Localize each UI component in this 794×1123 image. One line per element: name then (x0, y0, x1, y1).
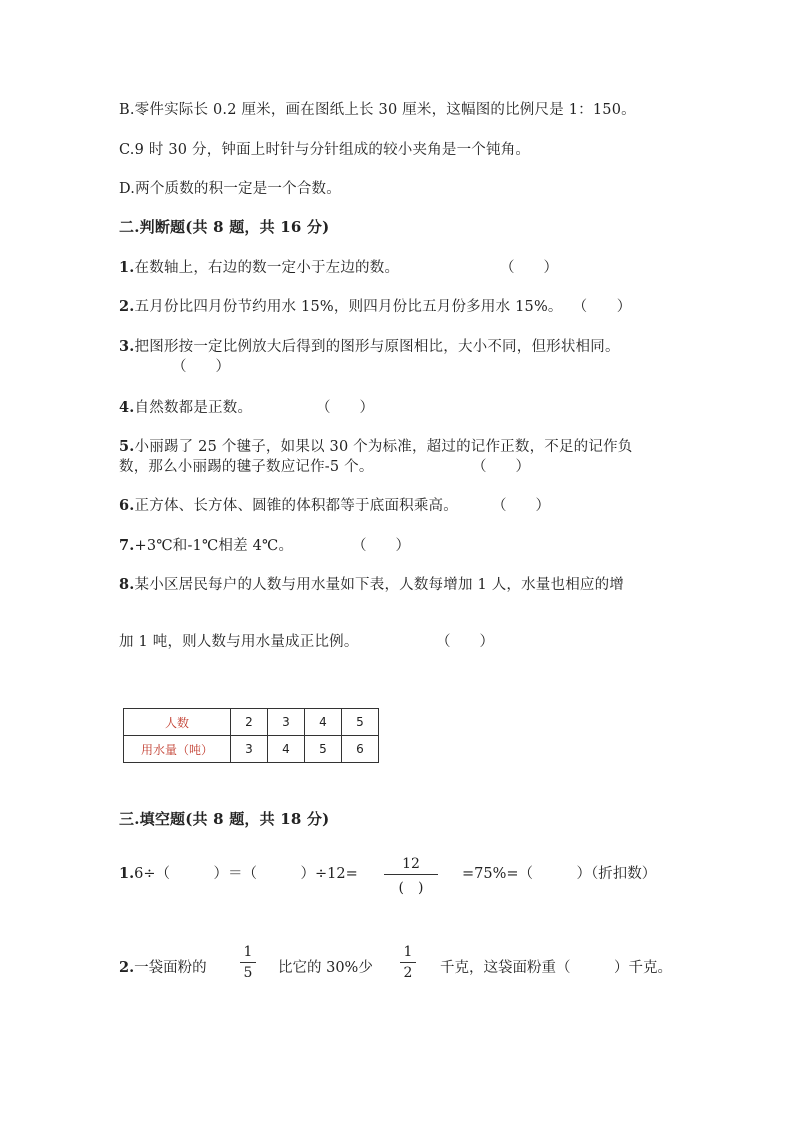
item-text: +3℃和-1℃相差 4℃。 (134, 538, 294, 554)
fill-item-1 (119, 862, 358, 883)
answer-paren-1[interactable]: （ ） (500, 260, 558, 276)
judge-item-2 (119, 295, 631, 316)
fraction-one-fifth (240, 944, 256, 981)
item-text: 正方体、长方体、圆锥的体积都等于底面积乘高。 (134, 498, 458, 514)
choice-c: C.9 时 30 分，钟面上时针与分针组成的较小夹角是一个钝角。 (119, 142, 531, 158)
judge-item-1 (119, 256, 399, 277)
judge-item-7 (119, 534, 293, 555)
item-number: 2. (119, 298, 135, 315)
item-number: 2. (119, 959, 135, 976)
item-text: 某小区居民每户的人数与用水量如下表，人数每增加 1 人，水量也相应的增 (134, 577, 624, 593)
people-water-table (123, 708, 379, 763)
answer-paren-5[interactable]: （ ） (472, 459, 530, 475)
fraction-denominator[interactable]: ( ) (398, 880, 424, 896)
table-cell: 3 (268, 709, 305, 736)
item-number: 6. (119, 497, 135, 514)
fraction-numerator: 12 (402, 856, 420, 872)
fraction-one-half (400, 944, 416, 981)
item-number: 3. (119, 338, 135, 355)
answer-paren-2[interactable]: （ ） (572, 299, 632, 315)
table-cell: 6 (342, 736, 379, 763)
fraction-bar (384, 874, 438, 875)
section-2-title: 二.判断题(共 8 题，共 16 分) (119, 218, 330, 236)
answer-paren-3[interactable]: （ ） (172, 359, 230, 375)
answer-paren-6[interactable]: （ ） (492, 498, 550, 514)
table-cell: 4 (305, 709, 342, 736)
table-row (124, 736, 379, 763)
table-cell: 5 (305, 736, 342, 763)
fill-item-2 (119, 956, 207, 977)
fill-item-1-part1: 6÷（ ）＝（ ）÷12= (134, 866, 358, 882)
item-number: 8. (119, 576, 135, 593)
answer-paren-8[interactable]: （ ） (436, 634, 494, 650)
fraction-numerator: 1 (403, 944, 413, 960)
item-number: 4. (119, 399, 135, 416)
table-cell: 5 (342, 709, 379, 736)
fraction-bar (400, 962, 416, 963)
table-cell: 3 (231, 736, 268, 763)
answer-paren-4[interactable]: （ ） (316, 400, 374, 416)
fill-item-1-part2: =75%=（ ）（折扣数） (462, 866, 657, 882)
fraction-bar (240, 962, 256, 963)
item-number: 7. (119, 537, 135, 554)
table-row (124, 709, 379, 736)
item-text: 小丽踢了 25 个毽子，如果以 30 个为标准，超过的记作正数，不足的记作负 (134, 439, 633, 455)
table-cell: 2 (231, 709, 268, 736)
choice-d: D.两个质数的积一定是一个合数。 (119, 181, 341, 197)
judge-item-5-cont: 数，那么小丽踢的毽子数应记作-5 个。 (119, 459, 374, 475)
item-text: 五月份比四月份节约用水 15%，则四月份比五月份多用水 15%。 (134, 299, 563, 315)
row-label-water: 用水量（吨） (124, 736, 231, 763)
fill-item-2-part1: 一袋面粉的 (134, 960, 207, 976)
fraction-12-blank (384, 856, 438, 897)
row-label-people: 人数 (124, 709, 231, 736)
item-text: 自然数都是正数。 (134, 400, 253, 416)
fraction-numerator: 1 (243, 944, 253, 960)
item-number: 5. (119, 438, 135, 455)
fraction-denominator: 5 (243, 965, 253, 981)
item-number: 1. (119, 865, 135, 882)
judge-item-6 (119, 494, 458, 515)
fraction-denominator: 2 (403, 965, 413, 981)
table-cell: 4 (268, 736, 305, 763)
judge-item-8-cont: 加 1 吨，则人数与用水量成正比例。 (119, 634, 359, 650)
item-number: 1. (119, 259, 135, 276)
judge-item-4 (119, 396, 252, 417)
fill-item-2-part2: 比它的 30%少 (278, 960, 373, 976)
item-text: 在数轴上，右边的数一定小于左边的数。 (134, 260, 400, 276)
item-text: 把图形按一定比例放大后得到的图形与原图相比，大小不同，但形状相同。 (134, 339, 620, 355)
section-3-title: 三.填空题(共 8 题，共 18 分) (119, 810, 330, 828)
judge-item-8 (119, 573, 624, 594)
fill-item-2-part3: 千克，这袋面粉重（ ）千克。 (440, 960, 672, 976)
answer-paren-7[interactable]: （ ） (352, 538, 410, 554)
judge-item-3 (119, 335, 620, 356)
choice-b: B.零件实际长 0.2 厘米，画在图纸上长 30 厘米，这幅图的比例尺是 1：150。 (119, 102, 636, 118)
judge-item-5 (119, 435, 632, 456)
